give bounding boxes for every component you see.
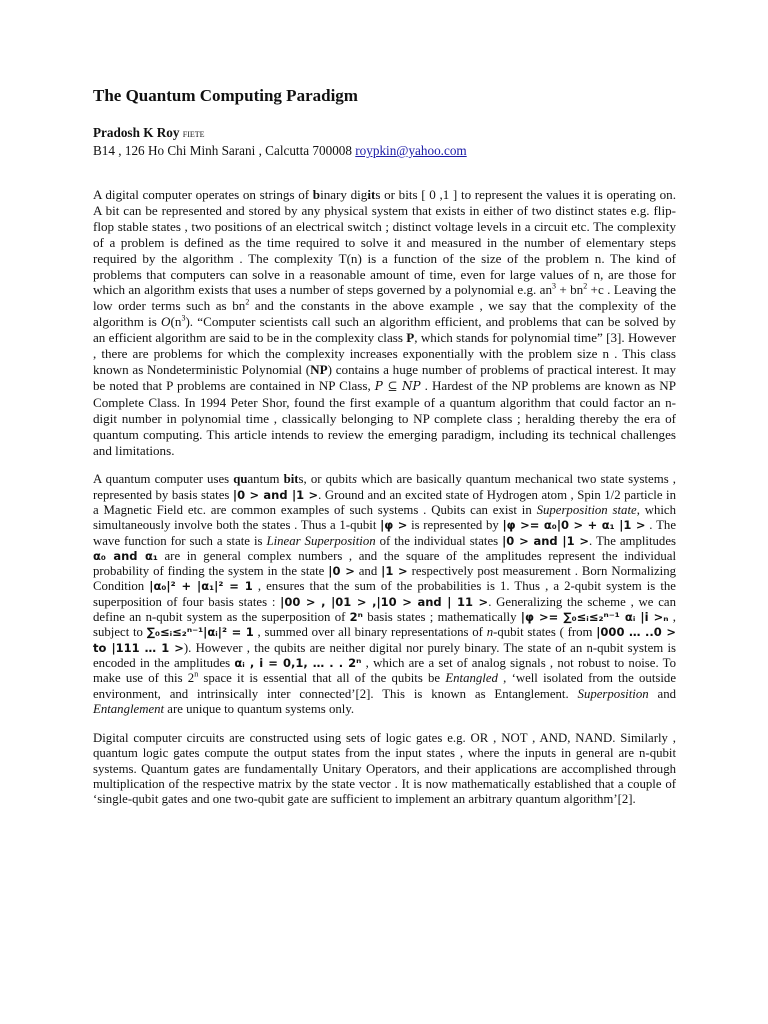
math-superposition: |φ >= α₀|0 > + α₁ |1 > <box>502 518 646 533</box>
author-line <box>93 125 676 143</box>
author-email-link[interactable]: roypkin@yahoo.com <box>355 143 467 158</box>
page-title: The Quantum Computing Paradigm <box>93 86 358 105</box>
math-normalization: |α₀|² + |α₁|² = 1 <box>149 579 253 594</box>
paragraph-logic-gates: Digital computer circuits are constructed using sets of logic gates e.g. OR , NOT , AND, NAND. Similarly , quantum logic gates compute the output states from the input states , where the inputs in general are n-qubit systems. Quantum gates are fundamentally Unitary Operators, and their applications are accomplished through multiplication of the respective matrix by the state vector . It is now mathematically established that a couple of ‘single-qubit gates and one two-qubit gate are sufficient to implement an arbitrary quantum algorithm’[2]. <box>93 731 676 807</box>
author-address: B14 , 126 Ho Chi Minh Sarani , Calcutta 700008 <box>93 143 352 158</box>
math-basis-states: |0 > and |1 > <box>232 487 319 502</box>
author-credential: FIETE <box>182 130 205 139</box>
math-subset: P ⊆ NP <box>374 378 421 393</box>
paragraph-intro: A digital computer operates on strings of binary digits or bits [ 0 ,1 ] to represent the values it is operating on. A bit can be represented and stored by any physical system that exists in either of two distinct states e.g. flip-flop stable states , two positions of an electrical switch ; distinct voltage levels in a circuit etc. The complexity of a problem is defined as the time required to solve it and measured in the number of elementary steps required by the algorithm . The complexity T(n) is a function of the size of the problem n. The kind of problems that computers can solve in a reasonable amount of time, even for large values of n, are those for which an algorithm exists that uses a number of steps governed by a polynomial e.g. $an^3 + bn^2 +c$ . Leaving the low order terms such as $bn^2$ and the constants in the above example , we say that the complexity of the algorithm is $O(n^3)$. “Computer scientists call such an algorithm efficient, and problems that can be solved by an efficient algorithm are said to be in the complexity class P, which stands for polynomial time” [3]. However , there are problems for which the complexity increases exponentially with the problem size n . This class known as Nondeterministic Polynomial (NP) contains a huge number of problems of practical interest. It may be noted that P problems are contained in NP Class, P ⊆ NP . Hardest of the NP problems are known as NP Complete Class. In 1994 Peter Shor, found the first example of a quantum algorithm that could factor an n-digit number in polynomial time , classically belonging to NP complete class ; heralding thereby the era of quantum computing. This article intends to review the emerging paradigm, including its technical challenges and limitations. <box>93 187 677 458</box>
author-address-line <box>93 143 676 159</box>
author-name: Pradosh K Roy <box>93 125 180 140</box>
math-n-qubit-state: |φ >= ∑₀≤ᵢ≤₂ⁿ⁻¹ αᵢ |i >ₙ <box>520 610 669 625</box>
paragraph-qubits: A quantum computer uses quantum bits, or qubits which are basically quantum mechanical two state systems , represented by basis states |0 > and |1 >. Ground and an excited state of Hydrogen atom , Spin 1/2 particle in a Magnetic Field etc. are common examples of such systems . Qubits can exist in Superposition state, which simultaneously involve both the states . Thus a 1-qubit |φ > is represented by |φ >= α₀|0 > + α₁ |1 > . The wave function for such a state is Linear Superposition of the individual states |0 > and |1 >. The amplitudes α₀ and α₁ are in general complex numbers , and the square of the amplitudes represent the individual probability of finding the system in the state |0 > and |1 > respectively post measurement . Born Normalizing Condition |α₀|² + |α₁|² = 1 , ensures that the sum of the probabilities is 1. Thus , a 2-qubit system is the superposition of four basis states : |00 > , |01 > ,|10 > and | 11 >. Generalizing the scheme , we can define an n-qubit system as the superposition of 2ⁿ basis states ; mathematically |φ >= ∑₀≤ᵢ≤₂ⁿ⁻¹ αᵢ |i >ₙ , subject to ∑₀≤ᵢ≤₂ⁿ⁻¹|αᵢ|² = 1 , summed over all binary representations of n-qubit states ( from |000 … ..0 > to |111 … 1 >). However , the qubits are neither digital nor purely binary. The state of an n-qubit system is encoded in the amplitudes αᵢ , i = 0,1, … . . 2ⁿ , which are a set of analog signals , not robust to noise. To make use of this 2$^n$ space it is essential that all of the qubits be Entangled , ‘well isolated from the outside environment, and intrinsically inter connected’[2]. This is known as Entanglement. Superposition and Entanglement are unique to quantum systems only. <box>93 472 677 716</box>
